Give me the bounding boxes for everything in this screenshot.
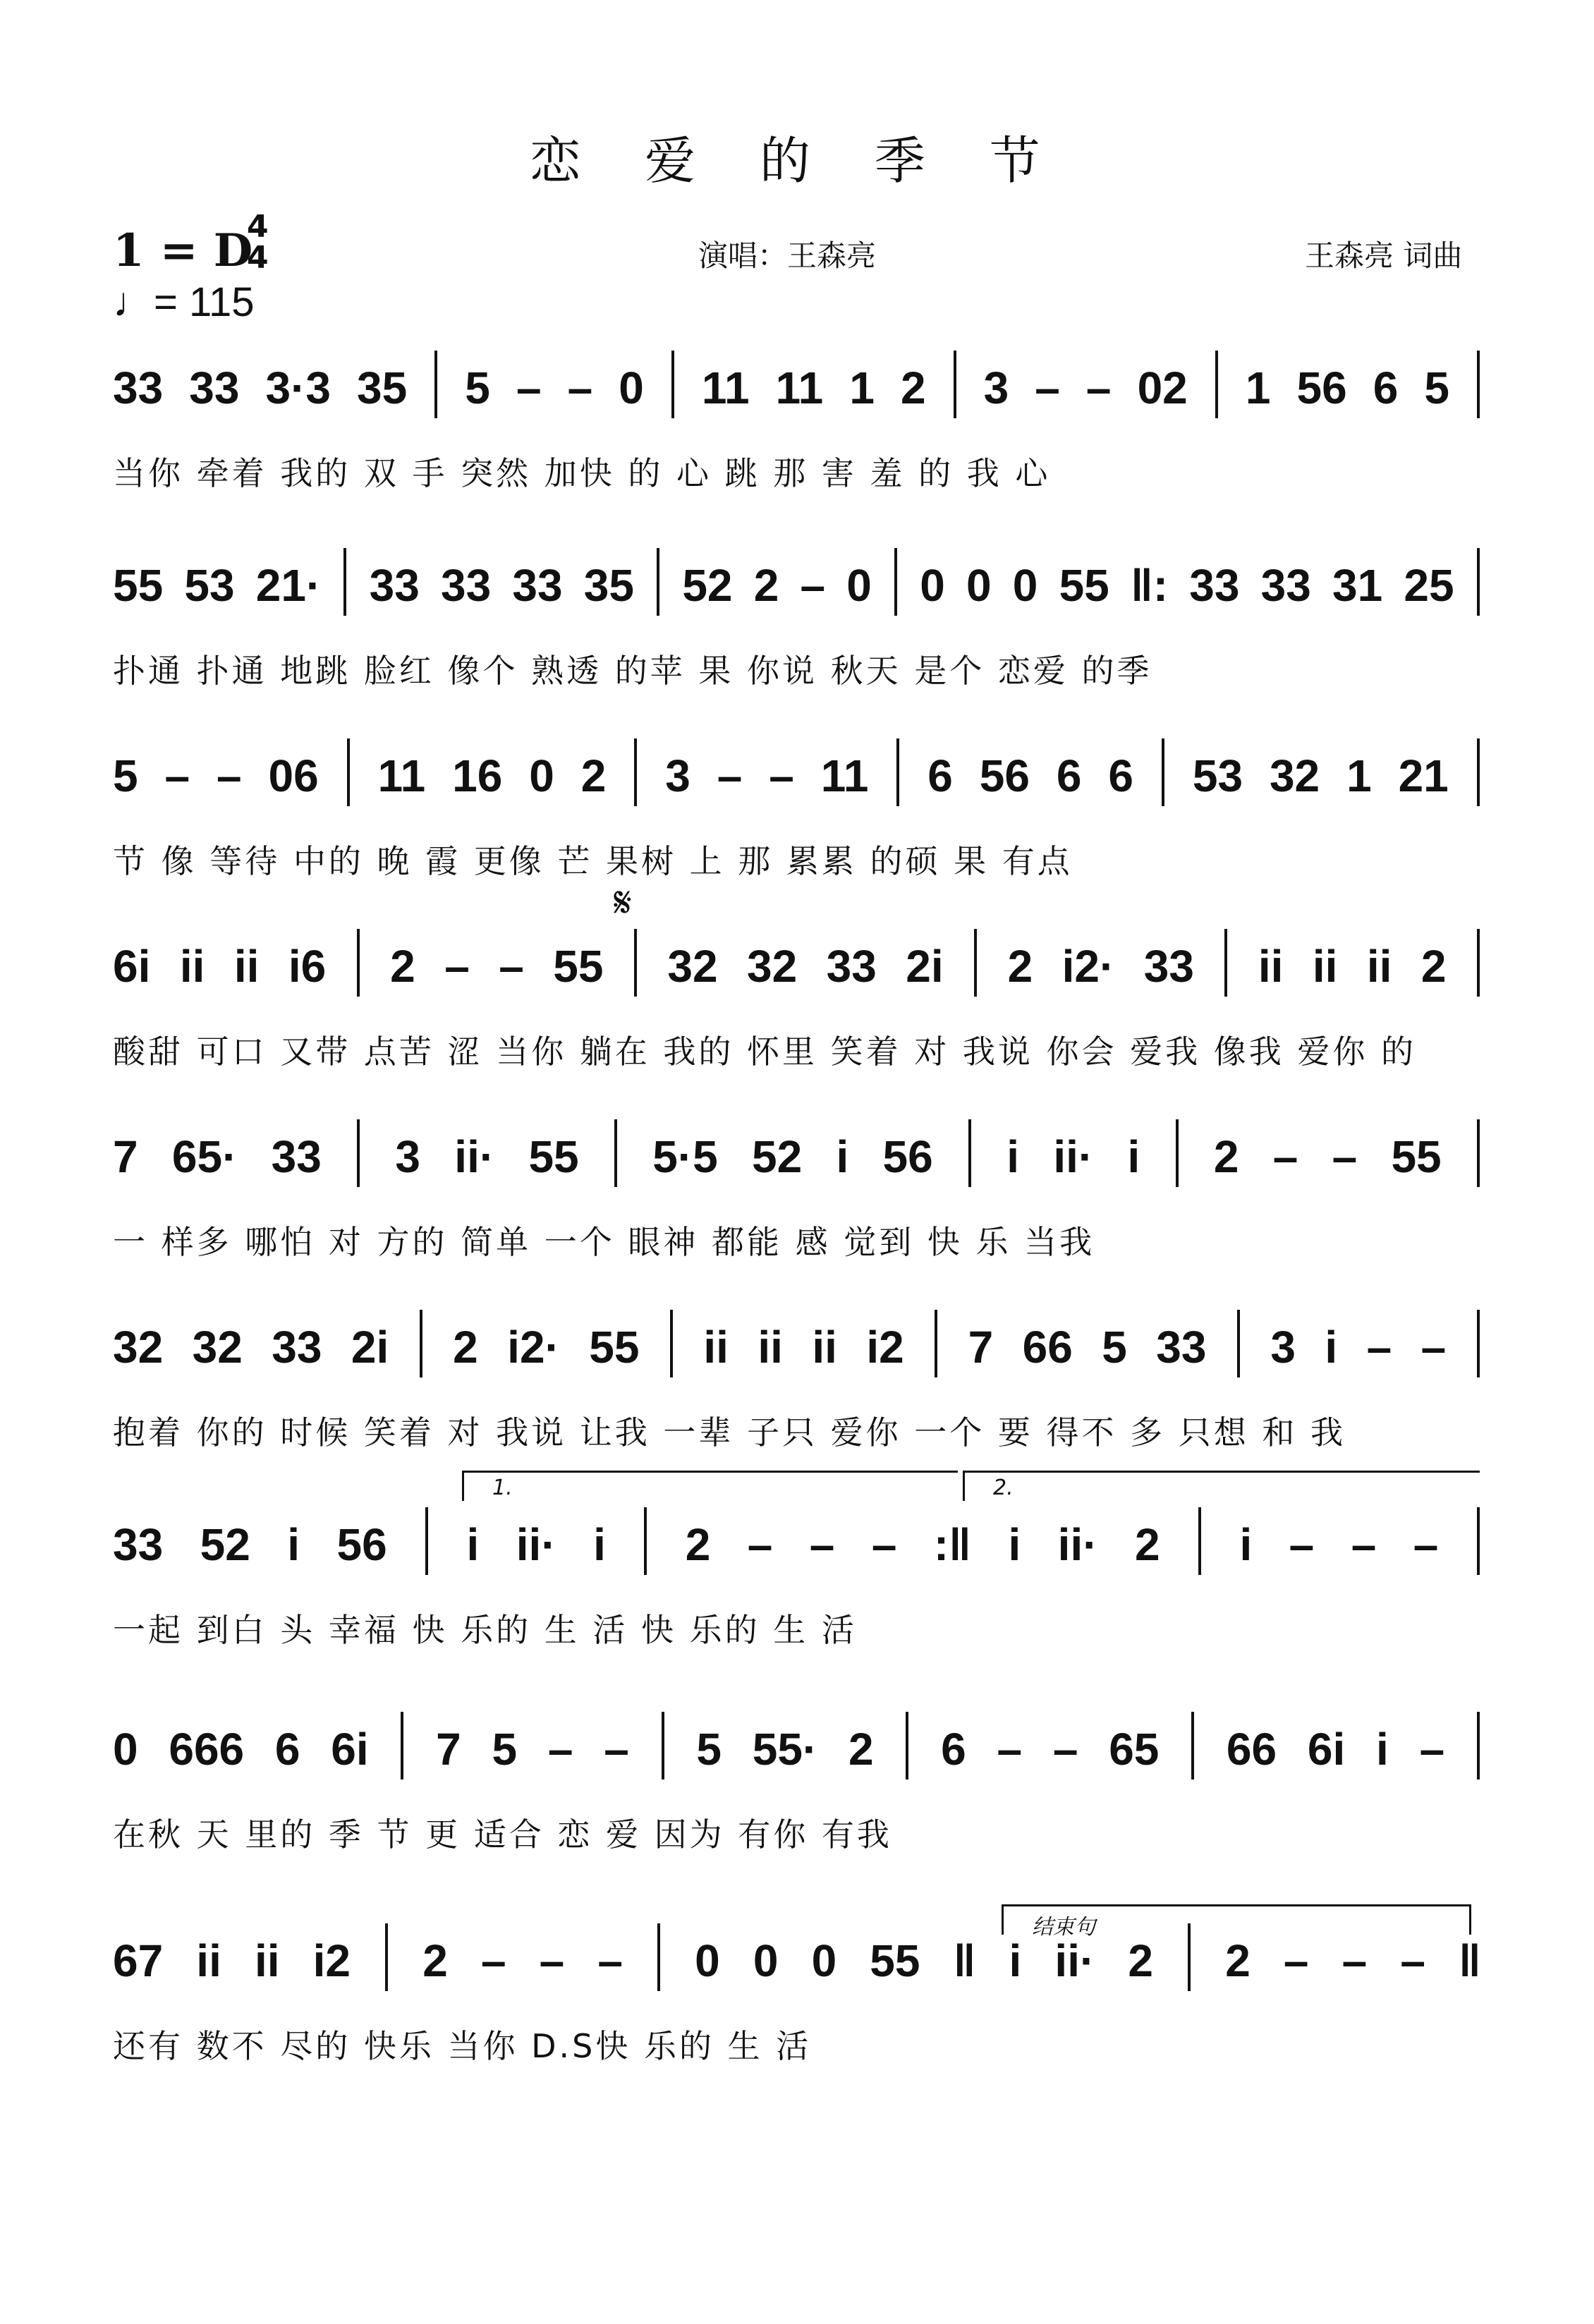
note: 32 (1269, 750, 1320, 801)
note: ii (233, 941, 260, 992)
volta-first-label: 1. (492, 1476, 513, 1500)
note: 65· (171, 1131, 238, 1182)
note: 6i (331, 1724, 369, 1775)
note: – (1420, 1322, 1447, 1373)
note: – (1366, 1322, 1392, 1373)
note: – (871, 1519, 897, 1570)
note: 33 (189, 363, 240, 413)
bar-line (657, 548, 659, 616)
note: 33 (271, 1131, 322, 1182)
note: 6 (274, 1724, 300, 1775)
note: 55· (752, 1724, 818, 1775)
score-system (0, 550, 1594, 691)
note: 53 (184, 560, 235, 611)
note: 11 (377, 750, 426, 801)
note: 67 (113, 1935, 164, 1986)
note: 0 (920, 560, 945, 611)
lyric-line: 在秋 天 里的 季 节 更 适合 恋 爱 因为 有你 有我 (113, 1815, 892, 1854)
note: 52 (200, 1519, 250, 1570)
note: 7 (436, 1724, 461, 1775)
double-bar-line: ‖: (1130, 560, 1169, 611)
bar-line (657, 1923, 660, 1991)
note: 3 (665, 750, 690, 801)
note: – (539, 1935, 565, 1986)
note: 11 (820, 750, 869, 801)
note: 53 (1192, 750, 1243, 801)
note: – (604, 1724, 629, 1775)
volta-second-ending (963, 1471, 1480, 1501)
note: 33 (113, 363, 164, 413)
note: ii· (1057, 1519, 1098, 1570)
note: 55 (528, 1131, 579, 1182)
note: 2 (685, 1519, 711, 1570)
bar-line (1224, 929, 1227, 997)
note: – (1419, 1724, 1445, 1775)
note: 5 (113, 750, 138, 801)
lyric-line: 当你 牵着 我的 双 手 突然 加快 的 心 跳 那 害 羞 的 我 心 (113, 454, 1051, 492)
note: 32 (667, 941, 718, 992)
note: – (480, 1935, 506, 1986)
note: ii (196, 1935, 221, 1986)
note: – (1052, 1724, 1078, 1775)
bar-line (357, 929, 360, 997)
note: i2· (1061, 941, 1115, 992)
note: 2 (848, 1724, 874, 1775)
note-row (113, 1509, 1481, 1573)
note: ii (812, 1322, 837, 1373)
lyric-line: 还有 数不 尽的 快乐 当你 D.S快 乐的 生 活 (113, 2027, 812, 2065)
note: 55 (113, 560, 164, 611)
note: – (800, 560, 826, 611)
note: 35 (583, 560, 634, 611)
note: i (1009, 1935, 1022, 1986)
note: i (1325, 1322, 1338, 1373)
note: 6i (1307, 1724, 1346, 1775)
note: – (769, 750, 794, 801)
bar-line (1237, 1310, 1240, 1377)
segno-sign: 𝄋 (614, 878, 632, 927)
note: – (1289, 1519, 1315, 1570)
bar-line (1188, 1923, 1191, 1991)
bar-line (357, 1119, 360, 1187)
note: 6 (941, 1724, 966, 1775)
bar-line (968, 1119, 971, 1187)
note: – (1400, 1935, 1425, 1986)
note: – (1413, 1519, 1439, 1570)
note: 02 (1137, 363, 1188, 413)
note: 0 (619, 363, 644, 413)
note: 65 (1109, 1724, 1160, 1775)
bar-line (1477, 1310, 1480, 1377)
note: 0 (113, 1724, 138, 1775)
key-signature: 1 = D (113, 224, 253, 277)
bar-line (347, 738, 350, 806)
note: ii (758, 1322, 783, 1373)
lyric-line: 酸甜 可口 又带 点苦 涩 当你 躺在 我的 怀里 笑着 对 我说 你会 爱我 像我 爱你 的 (113, 1033, 1416, 1071)
note: 0 (695, 1935, 720, 1986)
note: 6 (1056, 750, 1082, 801)
note: ii (1312, 941, 1338, 992)
note: 5 (696, 1724, 722, 1775)
note-row (113, 1312, 1481, 1375)
note: 33 (1143, 941, 1194, 992)
note: – (567, 363, 593, 413)
note: 66 (1022, 1322, 1073, 1373)
bar-line (670, 1310, 673, 1377)
note: 2 (453, 1322, 478, 1373)
bar-line (906, 1712, 908, 1779)
note: 35 (357, 363, 408, 413)
note: 2 (1128, 1935, 1153, 1986)
bar-line (1477, 1507, 1480, 1575)
note: 32 (192, 1322, 243, 1373)
note: ii· (1054, 1935, 1095, 1986)
note: – (1332, 1131, 1358, 1182)
note: – (747, 1519, 773, 1570)
note: 5 (492, 1724, 518, 1775)
time-signature-top: 4 (247, 209, 269, 245)
note: 55 (589, 1322, 640, 1373)
note: 5 (465, 363, 490, 413)
note: 2 (1007, 941, 1033, 992)
bar-line (634, 738, 637, 806)
note-row (113, 353, 1481, 416)
note: ii (254, 1935, 280, 1986)
bar-line (343, 548, 346, 616)
bar-line (634, 929, 637, 997)
note: ii (179, 941, 205, 992)
note: i (287, 1519, 300, 1570)
note: ii· (516, 1519, 556, 1570)
note-row (113, 931, 1481, 994)
score-system (0, 1121, 1594, 1263)
note: 25 (1404, 560, 1454, 611)
note: i (1127, 1131, 1140, 1182)
note: 3 (983, 363, 1009, 413)
note: i (836, 1131, 849, 1182)
note: 52 (751, 1131, 803, 1182)
note: 2 (1134, 1519, 1160, 1570)
note: 56 (1296, 363, 1347, 413)
note: 55 (1391, 1131, 1442, 1182)
note: 55 (553, 941, 604, 992)
tempo-marking: ♩= 115 (113, 279, 255, 325)
note: – (597, 1935, 623, 1986)
note: 11 (701, 363, 750, 413)
note: – (516, 363, 542, 413)
bar-line (894, 548, 897, 616)
note: 1 (1245, 363, 1271, 413)
note: – (547, 1724, 573, 1775)
time-signature-bottom: 4 (247, 240, 269, 276)
note: 11 (775, 363, 824, 413)
composer-credit: 王森亮 词曲 (1305, 238, 1463, 273)
bar-line (434, 351, 437, 418)
note: – (809, 1519, 835, 1570)
note: 7 (113, 1131, 138, 1182)
bar-line (935, 1310, 937, 1377)
lyric-line: 扑通 扑通 地跳 脸红 像个 熟透 的苹 果 你说 秋天 是个 恋爱 的季 (113, 652, 1152, 690)
note: 55 (1059, 560, 1109, 611)
bar-line (1215, 351, 1218, 418)
note: 6i (113, 941, 151, 992)
note: 33 (441, 560, 492, 611)
score-system (0, 741, 1594, 882)
note: – (1351, 1519, 1377, 1570)
note: 16 (452, 750, 503, 801)
bar-line (1191, 1712, 1194, 1779)
note: 7 (968, 1322, 994, 1373)
note: 32 (113, 1322, 164, 1373)
bar-line (420, 1310, 422, 1377)
bar-line (1477, 548, 1480, 616)
note: – (1283, 1935, 1309, 1986)
score-system (0, 1312, 1594, 1453)
bar-line (954, 351, 956, 418)
note: ii (703, 1322, 729, 1373)
bar-line (896, 738, 899, 806)
note: – (1035, 363, 1060, 413)
note: 31 (1332, 560, 1383, 611)
bar-line (1477, 351, 1480, 418)
note: ii (1258, 941, 1284, 992)
note: 2 (422, 1935, 448, 1986)
note: 55 (870, 1935, 920, 1986)
note: 56 (336, 1519, 387, 1570)
note: 33 (369, 560, 420, 611)
note: i6 (288, 941, 327, 992)
note: – (1272, 1131, 1298, 1182)
double-bar-line: ‖ (1459, 1935, 1481, 1986)
bar-line (1477, 1119, 1480, 1187)
note: i (1006, 1131, 1020, 1182)
note: – (217, 750, 242, 801)
note: 2 (580, 750, 607, 801)
score-system (0, 353, 1594, 494)
note: – (164, 750, 190, 801)
note: – (444, 941, 470, 992)
note: i (1376, 1724, 1389, 1775)
bar-line (614, 1119, 617, 1187)
note: 0 (1012, 560, 1038, 611)
double-bar-line: :‖ (933, 1519, 971, 1570)
bar-line (1477, 1712, 1480, 1779)
singer-credit: 演唱：王森亮 (698, 238, 877, 273)
note: 56 (882, 1131, 933, 1182)
note-row (113, 1714, 1481, 1777)
note: 56 (979, 750, 1030, 801)
note: i (1008, 1519, 1021, 1570)
note: 2 (1225, 1935, 1251, 1986)
bar-line (401, 1712, 403, 1779)
volta-second-label: 2. (993, 1476, 1014, 1500)
lyric-line: 一 样多 哪怕 对 方的 简单 一个 眼神 都能 感 觉到 快 乐 当我 (113, 1223, 1095, 1261)
bar-line (644, 1507, 647, 1575)
note: ii (1366, 941, 1392, 992)
note: i (466, 1519, 480, 1570)
note: ii· (1053, 1131, 1094, 1182)
bar-line (1162, 738, 1164, 806)
note: 2i (351, 1322, 389, 1373)
note: 1 (849, 363, 875, 413)
bar-line (1176, 1119, 1179, 1187)
note: ii· (454, 1131, 495, 1182)
note: i (1239, 1519, 1253, 1570)
bar-line (385, 1923, 388, 1991)
note: 32 (747, 941, 798, 992)
lyric-line: 抱着 你的 时候 笑着 对 我说 让我 一辈 子只 爱你 一个 要 得不 多 只想 和 我 (113, 1413, 1346, 1452)
lyric-line: 节 像 等待 中的 晚 霞 更像 芒 果树 上 那 累累 的硕 果 有点 (113, 842, 1073, 880)
note: i2 (866, 1322, 904, 1373)
note: 3 (395, 1131, 420, 1182)
double-bar-line: ‖ (953, 1935, 976, 1986)
note: 666 (169, 1724, 245, 1775)
note: 0 (966, 560, 992, 611)
note: 0 (753, 1935, 779, 1986)
score-system (0, 1509, 1594, 1650)
note: 66 (1226, 1724, 1277, 1775)
note: – (997, 1724, 1023, 1775)
note: 5·5 (652, 1131, 718, 1182)
note: – (717, 750, 743, 801)
coda-label: 结束句 (1032, 1915, 1095, 1940)
score-system (0, 1925, 1594, 2067)
bar-line (425, 1507, 428, 1575)
note: 6 (1373, 363, 1399, 413)
note: 0 (529, 750, 554, 801)
note: 5 (1424, 363, 1449, 413)
score-system (0, 931, 1594, 1072)
note-row (113, 741, 1481, 804)
note-row (113, 1121, 1481, 1185)
note: 2i (906, 941, 944, 992)
note: 2 (390, 941, 415, 992)
bar-line (662, 1712, 664, 1779)
note: 2 (900, 363, 926, 413)
volta-first-ending (462, 1471, 958, 1501)
note: 33 (1189, 560, 1240, 611)
note: 21· (255, 560, 322, 611)
note: 0 (846, 560, 872, 611)
note: 33 (113, 1519, 164, 1570)
bar-line (1198, 1507, 1201, 1575)
note: 21 (1398, 750, 1449, 801)
note: 33 (272, 1322, 322, 1373)
note: 6 (1108, 750, 1133, 801)
note: – (1341, 1935, 1368, 1986)
note: i (593, 1519, 606, 1570)
note: 5 (1102, 1322, 1127, 1373)
note: 2 (753, 560, 779, 611)
note: 33 (826, 941, 877, 992)
note: 1 (1346, 750, 1372, 801)
note: 0 (811, 1935, 837, 1986)
note: 52 (682, 560, 733, 611)
note: 33 (1156, 1322, 1207, 1373)
note: – (1085, 363, 1112, 413)
note: – (499, 941, 524, 992)
note: 3·3 (265, 363, 331, 413)
note: 2 (1420, 941, 1447, 992)
time-signature (247, 209, 269, 276)
note: 2 (1213, 1131, 1239, 1182)
bar-line (671, 351, 674, 418)
bar-line (1477, 738, 1480, 806)
note: i2· (507, 1322, 560, 1373)
note: 6 (927, 750, 953, 801)
note: 33 (512, 560, 563, 611)
score-system (0, 1714, 1594, 1855)
note: 06 (268, 750, 319, 801)
note: i2 (312, 1935, 351, 1986)
note: 33 (1260, 560, 1311, 611)
bar-line (1477, 929, 1480, 997)
bar-line (974, 929, 977, 997)
page-title: 恋 爱 的 季 节 (530, 131, 1064, 190)
lyric-line: 一起 到白 头 幸福 快 乐的 生 活 快 乐的 生 活 (113, 1611, 857, 1649)
note-row (113, 1925, 1481, 1989)
note-row (113, 550, 1481, 614)
note: 3 (1270, 1322, 1296, 1373)
